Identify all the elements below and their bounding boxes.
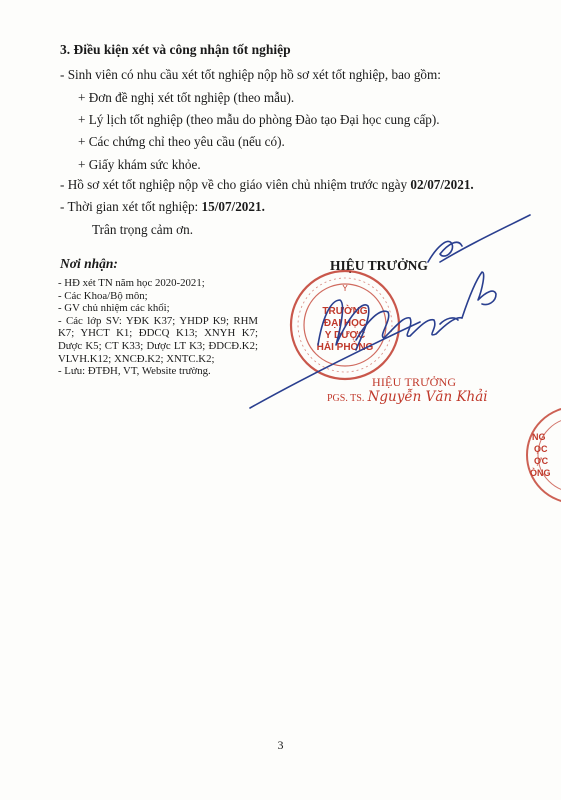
requirement-item-application: + Đơn đề nghị xét tốt nghiệp (theo mẫu). (78, 90, 295, 105)
signatory-degree: PGS. TS. (327, 393, 365, 404)
signatory-name (327, 389, 488, 405)
requirement-item-health: + Giấy khám sức khỏe. (78, 157, 201, 172)
recipient-classes-lead: - Các lớp SV: YĐK K37; YHDP K9; RHM K7; YHCT K1; ĐDCQ K13; XNYH K7; Dược K5; CT K33; Dược LT K3; ĐDCĐ.K2; VLVH.K12; XNCĐ.K2; (58, 314, 258, 365)
recipient-item: - HĐ xét TN năm học 2020-2021; (58, 277, 205, 289)
seal-text-line: TRƯỜNG (322, 306, 368, 317)
official-seal (291, 271, 399, 379)
recipient-archive: - Lưu: ĐTĐH, VT, Website trường. (58, 365, 211, 378)
edge-seal (527, 407, 561, 503)
stamp-title: HIỆU TRƯỞNG (372, 375, 457, 389)
deadline-text: - Hồ sơ xét tốt nghiệp nộp về cho giáo viên chủ nhiệm trước ngày (60, 177, 411, 192)
seal-text-line: HẢI PHÒNG (316, 342, 374, 353)
page-number: 3 (277, 738, 284, 752)
requirement-item-certificates: + Các chứng chỉ theo yêu cầu (nếu có). (78, 134, 285, 149)
edge-seal-line: ỌC (534, 444, 548, 454)
signatory-fullname: Nguyễn Văn Khải (367, 389, 488, 405)
requirement-item-resume: + Lý lịch tốt nghiệp (theo mẫu do phòng Đào tạo Đại học cung cấp). (78, 112, 440, 127)
requirement-intro: - Sinh viên có nhu cầu xét tốt nghiệp nộp hồ sơ xét tốt nghiệp, bao gồm: (60, 67, 441, 82)
recipients-title: Nơi nhận: (60, 256, 118, 271)
seal-text-line: Y DƯỢC (324, 330, 366, 341)
edge-seal-line: NG (532, 432, 546, 442)
deadline-date: 02/07/2021. (410, 177, 474, 192)
recipient-item: - GV chủ nhiệm các khối; (58, 302, 170, 315)
seal-text-line: ĐẠI HỌC (323, 318, 367, 329)
review-text: - Thời gian xét tốt nghiệp: (60, 199, 202, 214)
seal-letter: Y (342, 284, 348, 293)
section-title: 3. Điều kiện xét và công nhận tốt nghiệp (60, 42, 291, 57)
edge-seal-line: ỢC (534, 456, 549, 466)
edge-seal-line: ÒNG (530, 468, 551, 478)
recipient-classes-tail: XNTC.K2; (166, 352, 215, 365)
closing-line: Trân trọng cảm ơn. (92, 222, 193, 237)
principal-title: HIỆU TRƯỞNG (330, 258, 428, 273)
recipient-item: - Các Khoa/Bộ môn; (58, 289, 148, 302)
review-date: 15/07/2021. (201, 199, 265, 214)
